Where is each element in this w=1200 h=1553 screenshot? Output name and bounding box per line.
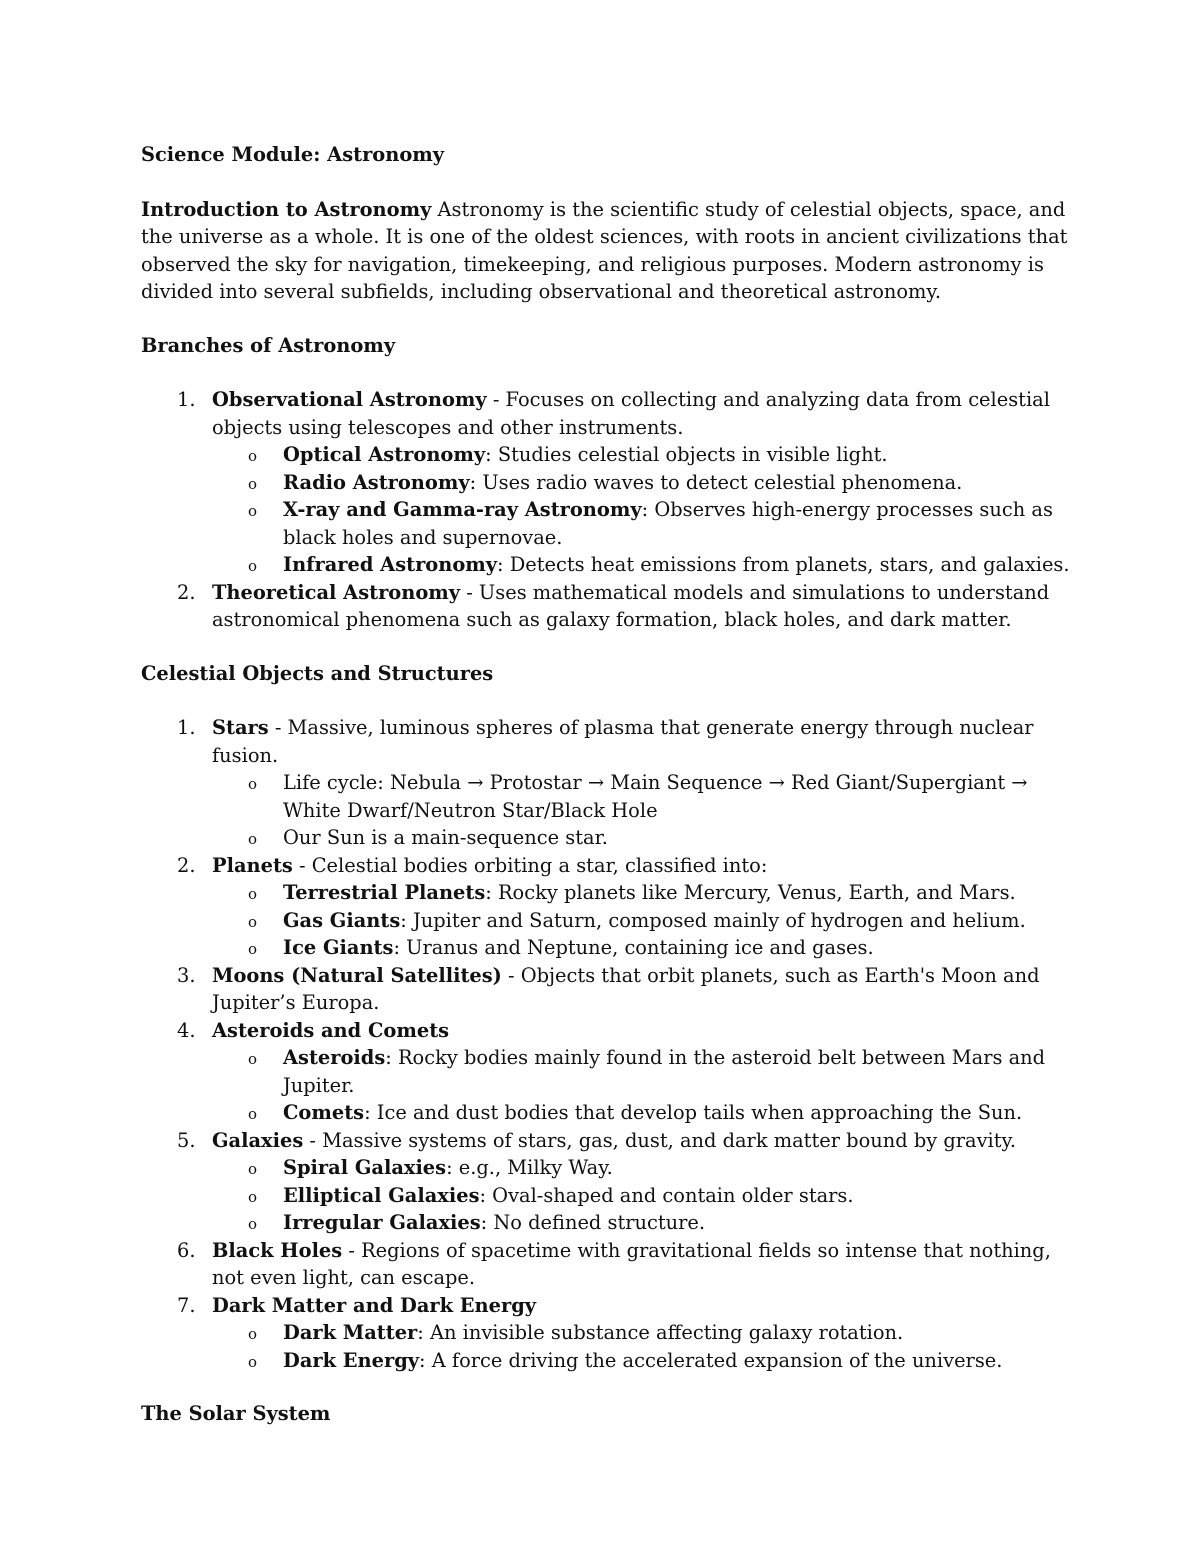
item-text: - Objects that orbit planets, such as Earth's Moon and Jupiter’s Europa. bbox=[212, 963, 1040, 1014]
sub-list-item bbox=[212, 1182, 1071, 1210]
list-item bbox=[141, 1237, 1071, 1292]
circle-bullet-icon: o bbox=[248, 1215, 258, 1233]
sub-item-term: Ice Giants bbox=[283, 936, 394, 959]
sub-item-term: Optical Astronomy bbox=[283, 443, 486, 466]
list-number: 1. bbox=[177, 388, 196, 411]
list-number: 3. bbox=[177, 963, 196, 987]
circle-bullet-icon: o bbox=[248, 557, 258, 575]
sub-item-term: Spiral Galaxies bbox=[283, 1156, 447, 1179]
list-item bbox=[141, 1017, 1071, 1127]
sub-item-term: Terrestrial Planets bbox=[283, 881, 486, 904]
branches-heading: Branches of Astronomy bbox=[141, 333, 396, 357]
item-term: Dark Matter and Dark Energy bbox=[212, 1293, 537, 1317]
item-term: Stars bbox=[212, 716, 269, 739]
list-number: 2. bbox=[177, 853, 196, 877]
item-term: Galaxies bbox=[212, 1128, 304, 1152]
intro-text: Astronomy is the scientific study of celestial objects, space, and the universe as a whole. It is one of the oldest sciences, with roots in ancient civilizations that observed the sky for navigation, timekeeping, and religious purposes. Modern astronomy is divided into several subfields, including observational and theoretical astronomy. bbox=[141, 197, 1068, 303]
sub-item-text: : An invisible substance affecting galaxy rotation. bbox=[417, 1321, 904, 1344]
sub-list bbox=[212, 879, 1071, 962]
circle-bullet-icon: o bbox=[248, 1160, 258, 1178]
sub-list-item bbox=[212, 824, 1071, 852]
sub-item-text: Our Sun is a main-sequence star. bbox=[283, 826, 608, 849]
sub-list-item bbox=[212, 469, 1071, 497]
item-text: - Massive systems of stars, gas, dust, and dark matter bound by gravity. bbox=[303, 1128, 1017, 1152]
sub-item-text: : A force driving the accelerated expansion of the universe. bbox=[419, 1348, 1003, 1372]
item-term: Black Holes bbox=[212, 1238, 343, 1262]
circle-bullet-icon: o bbox=[248, 1187, 258, 1206]
celestial-list bbox=[141, 714, 1071, 1374]
item-text: - Celestial bodies orbiting a star, classified into: bbox=[292, 853, 768, 877]
sub-item-text: : Rocky planets like Mercury, Venus, Earth, and Mars. bbox=[485, 881, 1016, 904]
list-item bbox=[141, 962, 1071, 1017]
sub-list-item bbox=[212, 1209, 1071, 1237]
item-term: Planets bbox=[212, 853, 293, 877]
item-term: Asteroids and Comets bbox=[212, 1018, 450, 1042]
item-term: Theoretical Astronomy bbox=[212, 580, 461, 604]
list-item bbox=[141, 579, 1071, 634]
circle-bullet-icon: o bbox=[248, 1050, 258, 1068]
sub-item-term: Irregular Galaxies bbox=[283, 1211, 481, 1234]
circle-bullet-icon: o bbox=[248, 912, 258, 931]
sub-item-text: Life cycle: Nebula → Protostar → Main Sequence → Red Giant/Supergiant → White Dwarf/Neutron Star/Black Hole bbox=[283, 771, 1028, 822]
item-text: - Regions of spacetime with gravitational fields so intense that nothing, not even light, can escape. bbox=[212, 1238, 1051, 1289]
list-item bbox=[141, 852, 1071, 962]
sub-item-text: : Observes high-energy processes such as black holes and supernovae. bbox=[283, 498, 1053, 549]
item-text: - Focuses on collecting and analyzing data from celestial objects using telescopes and other instruments. bbox=[212, 388, 1050, 439]
item-text: - Massive, luminous spheres of plasma that generate energy through nuclear fusion. bbox=[212, 716, 1034, 767]
sub-item-term: Infrared Astronomy bbox=[283, 553, 498, 576]
item-term: Moons (Natural Satellites) bbox=[212, 963, 502, 987]
sub-item-text: : Rocky bodies mainly found in the asteroid belt between Mars and Jupiter. bbox=[283, 1046, 1046, 1097]
sub-item-term: Comets bbox=[283, 1101, 365, 1124]
sub-list-item bbox=[212, 1319, 1071, 1347]
list-number: 4. bbox=[177, 1018, 196, 1042]
sub-item-text: : Ice and dust bodies that develop tails when approaching the Sun. bbox=[364, 1101, 1023, 1124]
sub-item-term: X-ray and Gamma-ray Astronomy bbox=[283, 498, 642, 521]
sub-list-item bbox=[212, 1044, 1071, 1099]
sub-list bbox=[212, 441, 1071, 579]
document-page bbox=[141, 141, 1071, 1455]
circle-bullet-icon: o bbox=[248, 1352, 258, 1371]
circle-bullet-icon: o bbox=[248, 1325, 258, 1343]
sub-item-term: Gas Giants bbox=[283, 908, 401, 932]
circle-bullet-icon: o bbox=[248, 502, 258, 520]
list-number: 5. bbox=[177, 1128, 196, 1152]
list-item bbox=[141, 1292, 1071, 1375]
sub-item-text: : Jupiter and Saturn, composed mainly of hydrogen and helium. bbox=[400, 908, 1026, 932]
intro-paragraph bbox=[141, 196, 1071, 306]
sub-list bbox=[212, 769, 1071, 852]
sub-list-item bbox=[212, 551, 1071, 579]
sub-item-text: : Uses radio waves to detect celestial phenomena. bbox=[469, 470, 963, 494]
sub-list-item bbox=[212, 934, 1071, 962]
list-item bbox=[141, 1127, 1071, 1237]
sub-list-item bbox=[212, 769, 1071, 824]
list-number: 1. bbox=[177, 716, 196, 739]
circle-bullet-icon: o bbox=[248, 474, 258, 493]
sub-item-text: : Studies celestial objects in visible light. bbox=[485, 443, 888, 466]
list-item bbox=[141, 714, 1071, 852]
solar-system-heading: The Solar System bbox=[141, 1402, 331, 1425]
sub-list-item bbox=[212, 441, 1071, 469]
sub-item-term: Asteroids bbox=[283, 1046, 386, 1069]
sub-item-term: Dark Matter bbox=[283, 1321, 418, 1344]
sub-list bbox=[212, 1044, 1071, 1127]
circle-bullet-icon: o bbox=[248, 1105, 258, 1123]
sub-item-text: : Uranus and Neptune, containing ice and gases. bbox=[393, 936, 874, 959]
sub-list-item bbox=[212, 907, 1071, 935]
sub-item-term: Dark Energy bbox=[283, 1348, 420, 1372]
sub-item-term: Radio Astronomy bbox=[283, 470, 470, 494]
branches-list bbox=[141, 386, 1071, 634]
sub-item-text: : e.g., Milky Way. bbox=[446, 1156, 613, 1179]
item-term: Observational Astronomy bbox=[212, 388, 487, 411]
circle-bullet-icon: o bbox=[248, 775, 258, 793]
sub-list-item bbox=[212, 1154, 1071, 1182]
sub-list-item bbox=[212, 496, 1071, 551]
celestial-heading: Celestial Objects and Structures bbox=[141, 661, 494, 685]
sub-list bbox=[212, 1154, 1071, 1237]
document-title: Science Module: Astronomy bbox=[141, 143, 445, 166]
item-text: - Uses mathematical models and simulations to understand astronomical phenomena such as galaxy formation, black holes, and dark matter. bbox=[212, 580, 1050, 631]
circle-bullet-icon: o bbox=[248, 940, 258, 958]
circle-bullet-icon: o bbox=[248, 447, 258, 465]
sub-list bbox=[212, 1319, 1071, 1374]
sub-list-item bbox=[212, 1099, 1071, 1127]
sub-item-text: : No defined structure. bbox=[480, 1211, 706, 1234]
circle-bullet-icon: o bbox=[248, 885, 258, 903]
sub-item-text: : Oval-shaped and contain older stars. bbox=[479, 1183, 854, 1207]
sub-list-item bbox=[212, 879, 1071, 907]
intro-heading: Introduction to Astronomy bbox=[141, 197, 432, 221]
circle-bullet-icon: o bbox=[248, 830, 258, 848]
sub-item-term: Elliptical Galaxies bbox=[283, 1183, 480, 1207]
list-item bbox=[141, 386, 1071, 579]
list-number: 2. bbox=[177, 580, 196, 604]
sub-list-item bbox=[212, 1347, 1071, 1375]
list-number: 7. bbox=[177, 1293, 196, 1317]
list-number: 6. bbox=[177, 1238, 196, 1262]
sub-item-text: : Detects heat emissions from planets, stars, and galaxies. bbox=[497, 553, 1070, 576]
